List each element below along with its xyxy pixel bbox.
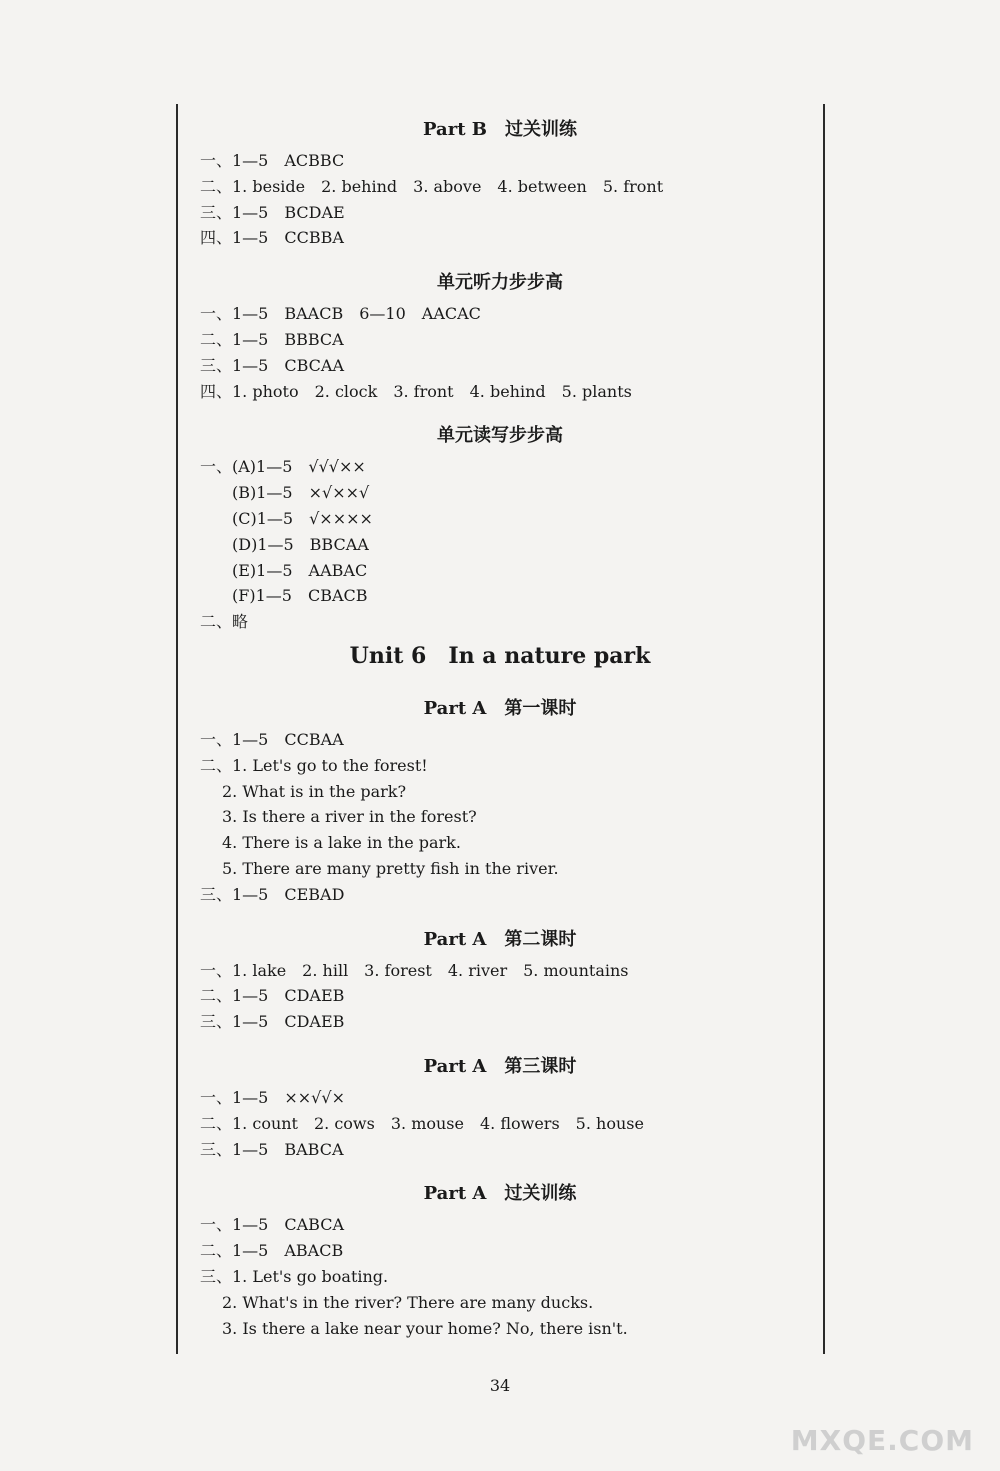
answer-line: (C)1—5 √××××: [232, 508, 373, 528]
section-gap: [200, 1035, 800, 1049]
answer-line: 三、1—5 BCDAE: [200, 202, 345, 222]
answer-line: 一、1—5 ××√√×: [200, 1087, 345, 1107]
answer-line: 三、1—5 CBCAA: [200, 355, 345, 375]
answer-line: 3. Is there a lake near your home? No, there isn't.: [222, 1318, 628, 1338]
section-heading: 单元读写步步高: [437, 425, 563, 447]
answer-line: 2. What is in the park?: [222, 781, 407, 801]
answer-line: 二、略: [200, 612, 249, 632]
section-heading: 单元听力步步高: [437, 272, 563, 294]
answer-line: 三、1—5 BABCA: [200, 1139, 344, 1159]
section-heading: Part A 第二课时: [423, 928, 577, 950]
answer-line: 四、1. photo 2. clock 3. front 4. behind 5. plants: [200, 381, 632, 401]
answer-line: 一、1—5 CABCA: [200, 1215, 345, 1235]
section-heading: Part B 过关训练: [423, 119, 577, 140]
answer-line: (F)1—5 CBACB: [232, 586, 368, 606]
answer-line: 一、(A)1—5 √√√××: [200, 457, 366, 477]
answer-line: 二、1. count 2. cows 3. mouse 4. flowers 5. house: [200, 1113, 644, 1133]
answer-line: (B)1—5 ×√××√: [232, 483, 370, 503]
answer-line: 三、1—5 CEBAD: [200, 884, 345, 904]
answer-line: 三、1. Let's go boating.: [200, 1266, 389, 1286]
watermark-text: MXQE.COM: [790, 1424, 974, 1457]
answer-line: 四、1—5 CCBBA: [200, 228, 344, 248]
answer-line: 一、1—5 BAACB 6—10 AACAC: [200, 304, 481, 324]
answer-line: 一、1—5 CCBAA: [200, 729, 344, 749]
answer-line: 5. There are many pretty fish in the river.: [222, 858, 559, 878]
section-heading: Part A 过关训练: [423, 1183, 577, 1205]
answer-line: 二、1—5 ABACB: [200, 1241, 344, 1261]
left-margin-rule: [176, 104, 178, 1354]
section-gap: [200, 677, 800, 691]
page-number: 34: [489, 1376, 511, 1395]
answer-line: 4. There is a lake in the park.: [222, 833, 461, 853]
section-heading: Part A 第一课时: [423, 697, 577, 719]
answer-line: 二、1—5 CDAEB: [200, 986, 345, 1006]
watermark-logo: [728, 1365, 988, 1465]
answer-line: 三、1—5 CDAEB: [200, 1012, 345, 1032]
section-gap: [200, 1162, 800, 1176]
section-heading: Part A 第三课时: [423, 1055, 577, 1077]
answer-line: 一、1—5 ACBBC: [200, 151, 345, 170]
answer-line: 一、1. lake 2. hill 3. forest 4. river 5. mountains: [200, 960, 629, 980]
answer-line: 二、1. Let's go to the forest!: [200, 755, 428, 775]
section-gap: [200, 251, 800, 265]
answer-line: (E)1—5 AABAC: [232, 560, 368, 580]
answer-line: 二、1. beside 2. behind 3. above 4. between 5. front: [200, 176, 664, 196]
unit-title: Unit 6 In a nature park: [349, 642, 651, 669]
right-margin-rule: [823, 104, 825, 1354]
answer-line: 二、1—5 BBBCA: [200, 329, 344, 349]
section-gap: [200, 404, 800, 418]
answer-line: (D)1—5 BBCAA: [232, 534, 369, 554]
section-gap: [200, 908, 800, 922]
answer-line: 3. Is there a river in the forest?: [222, 807, 477, 827]
answer-line: 2. What's in the river? There are many ducks.: [222, 1292, 594, 1312]
answer-key-content: [200, 112, 800, 1341]
